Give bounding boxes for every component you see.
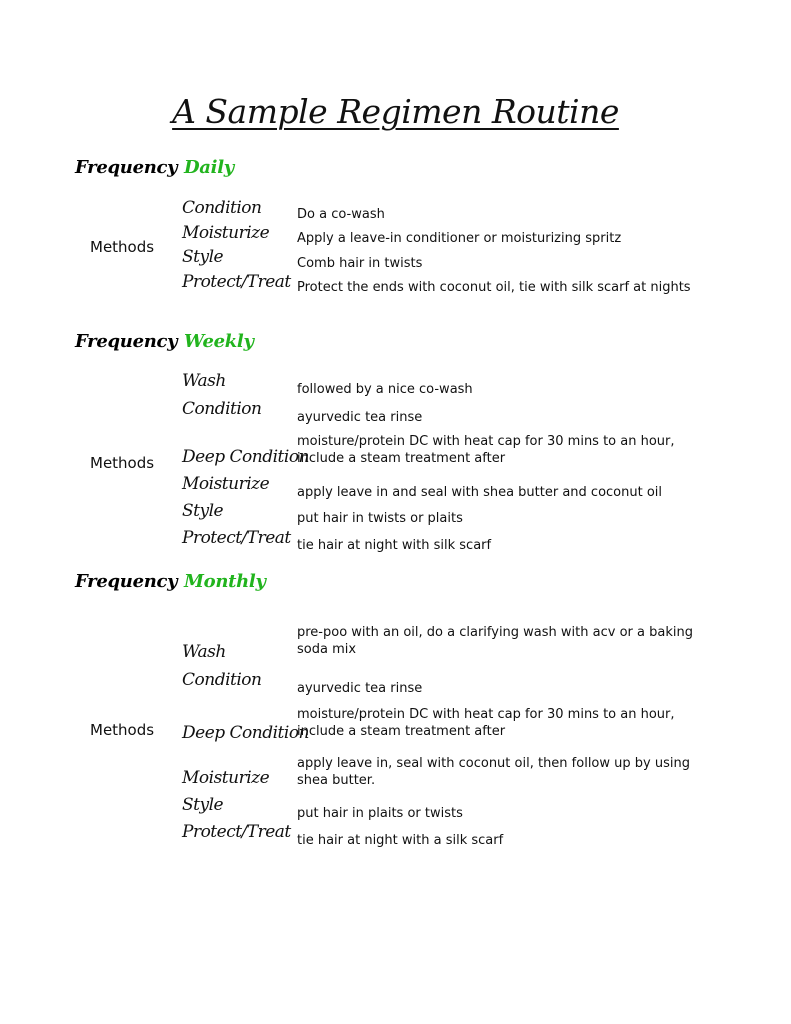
method-description: followed by a nice co-wash bbox=[297, 382, 473, 397]
method-description: tie hair at night with silk scarf bbox=[297, 538, 492, 553]
method-name: Protect/Treat bbox=[182, 272, 291, 292]
method-description: ayurvedic tea rinse bbox=[297, 410, 423, 425]
method-name: Condition bbox=[182, 399, 262, 419]
method-description: Apply a leave-in conditioner or moisturizing spritz bbox=[297, 231, 622, 246]
method-name: Moisturize bbox=[182, 474, 270, 494]
methods-label-weekly: Methods bbox=[90, 454, 155, 472]
method-name: Condition bbox=[182, 198, 262, 218]
method-name: Wash bbox=[182, 371, 226, 391]
methods-label-daily: Methods bbox=[90, 238, 155, 256]
method-description: put hair in plaits or twists bbox=[297, 806, 463, 821]
method-name: Deep Condition bbox=[182, 723, 309, 743]
method-description: moisture/protein DC with heat cap for 30 mins to an hour, include a steam treatment after bbox=[297, 434, 675, 466]
page-title: A Sample Regimen Routine bbox=[172, 92, 619, 131]
frequency-label-weekly: Frequency bbox=[75, 331, 178, 352]
method-name: Moisturize bbox=[182, 223, 270, 243]
method-name: Deep Condition bbox=[182, 447, 309, 467]
method-description: tie hair at night with a silk scarf bbox=[297, 833, 504, 848]
frequency-label-monthly: Frequency bbox=[75, 571, 178, 592]
frequency-value-monthly: Monthly bbox=[184, 571, 266, 592]
frequency-label-daily: Frequency bbox=[75, 157, 178, 178]
method-name: Style bbox=[182, 247, 224, 267]
method-name: Wash bbox=[182, 642, 226, 662]
method-name: Moisturize bbox=[182, 768, 270, 788]
method-description: ayurvedic tea rinse bbox=[297, 681, 423, 696]
method-description: apply leave in and seal with shea butter and coconut oil bbox=[297, 485, 663, 500]
method-description: Comb hair in twists bbox=[297, 256, 423, 271]
methods-label-monthly: Methods bbox=[90, 721, 155, 739]
method-description: apply leave in, seal with coconut oil, then follow up by using shea butter. bbox=[297, 756, 690, 788]
method-description: Protect the ends with coconut oil, tie with silk scarf at nights bbox=[297, 280, 691, 295]
method-name: Protect/Treat bbox=[182, 822, 291, 842]
method-description: put hair in twists or plaits bbox=[297, 511, 463, 526]
method-name: Condition bbox=[182, 670, 262, 690]
frequency-value-weekly: Weekly bbox=[184, 331, 254, 352]
frequency-value-daily: Daily bbox=[184, 157, 234, 178]
method-description: moisture/protein DC with heat cap for 30 mins to an hour, include a steam treatment after bbox=[297, 707, 675, 739]
method-name: Style bbox=[182, 501, 224, 521]
method-description: pre-poo with an oil, do a clarifying wash with acv or a baking soda mix bbox=[297, 625, 693, 657]
method-description: Do a co-wash bbox=[297, 207, 385, 222]
method-name: Style bbox=[182, 795, 224, 815]
method-name: Protect/Treat bbox=[182, 528, 291, 548]
